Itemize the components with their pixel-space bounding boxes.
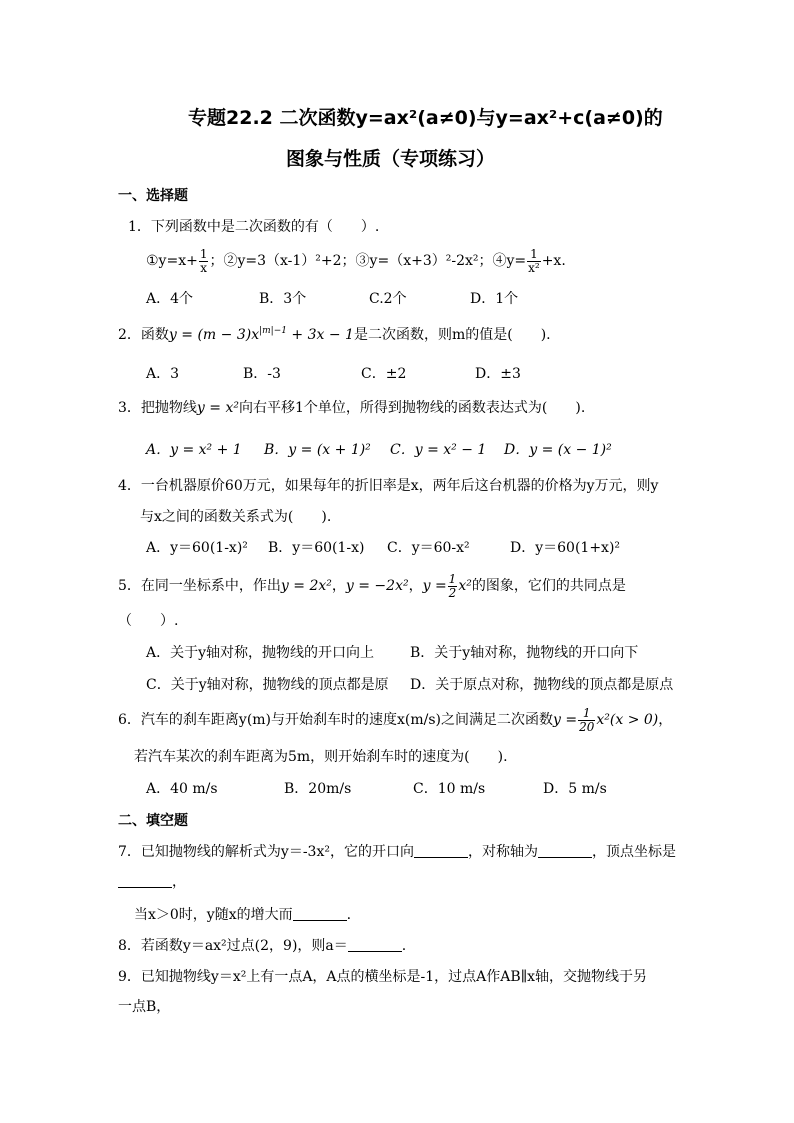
section-heading-choice: 一、选择题 (118, 188, 188, 204)
section-heading-fill: 二、填空题 (118, 813, 188, 829)
question-3-stem: 3．把抛物线y = x²向右平移1个单位，所得到抛物线的函数表达式为( ). (118, 400, 586, 416)
question-5-stem-line2: （ ）. (118, 613, 179, 629)
question-1-options: ①y=x+ $\frac{1}{x}$ ；②y=3（x-1）²+2；③y=（x+3）²-2x²；④y= $\frac{1}{\text{x²}}$ +x. (146, 246, 566, 275)
page-title-line1: 专题22.2 二次函数y=ax²(a≠0)与y=ax²+c(a≠0)的 (188, 107, 663, 129)
question-4-stem-line2: 与x之间的函数关系式为( ). (140, 509, 332, 525)
answer-blank (293, 908, 347, 921)
question-1-choice-b: B．3个 (259, 291, 307, 307)
question-7-stem: 7．已知抛物线的解析式为y＝-3x²，它的开口向 ，对称轴为 ，顶点坐标是 (118, 844, 676, 860)
question-6-choice-c: C．10 m/s (413, 781, 486, 797)
question-4-choice-a: A．y＝60(1-x)² (146, 540, 248, 556)
question-1-choice-d: D．1个 (470, 291, 519, 307)
question-4-choice-c: C．y＝60-x² (387, 540, 470, 556)
question-3-choice-a: A．y = x² + 1 (146, 442, 242, 458)
answer-blank (538, 845, 592, 858)
question-4-choice-b: B．y＝60(1-x) (268, 540, 365, 556)
question-1-choice-c: C.2个 (369, 291, 407, 307)
answer-blank (118, 875, 172, 888)
page-title-line2: 图象与性质（专项练习） (286, 148, 496, 170)
answer-blank (348, 939, 402, 952)
question-5-stem: 5．在同一坐标系中，作出y = 2x²，y = −2x²，y = $\frac{1}{2}$ x²的图象，它们的共同点是 (118, 571, 626, 600)
question-5-choice-b: B．关于y轴对称，抛物线的开口向下 (410, 645, 639, 661)
fraction: $\frac{1}{2}$ (448, 571, 457, 600)
question-2-choice-b: B．-3 (243, 366, 281, 382)
question-6-stem-line2: 若汽车某次的刹车距离为5m，则开始刹车时的速度为( ). (134, 749, 508, 765)
question-3-choice-b: B．y = (x + 1)² (264, 442, 371, 458)
question-8-stem: 8．若函数y＝ax²过点(2，9)，则a＝ . (118, 938, 407, 954)
answer-blank (414, 845, 468, 858)
question-5-choice-d: D．关于原点对称，抛物线的顶点都是原点 (410, 677, 674, 693)
question-2-stem: 2．函数$y = (m - 3)x^{|m|-1} + 3x - 1$是二次函数，则m的值是( ). (118, 326, 551, 343)
question-3-choice-d: D．y = (x − 1)² (504, 442, 612, 458)
question-4-stem-line1: 4．一台机器原价60万元，如果每年的折旧率是x，两年后这台机器的价格为y万元，则y (118, 478, 659, 494)
question-9-stem-line2: 一点B， (118, 999, 171, 1015)
question-1-stem: 1．下列函数中是二次函数的有（ ）. (128, 219, 380, 235)
question-6-choice-d: D．5 m/s (543, 781, 607, 797)
question-2-choice-d: D．±3 (475, 366, 521, 382)
question-2-choice-a: A．3 (146, 366, 180, 382)
question-4-choice-d: D．y＝60(1+x)² (510, 540, 621, 556)
fraction: $\frac{1}{x}$ (199, 246, 208, 275)
fraction: $\frac{1}{\text{x²}}$ (528, 246, 540, 275)
question-6-stem: 6．汽车的刹车距离y(m)与开始刹车时的速度x(m/s)之间满足二次函数y = $\frac{1}{20}$ x²(x > 0)， (118, 705, 673, 734)
question-9-stem-line1: 9．已知抛物线y＝x²上有一点A，A点的横坐标是-1，过点A作AB∥x轴，交抛物线于另 (118, 969, 648, 985)
fraction: $\frac{1}{20}$ (579, 705, 595, 734)
question-7-line3: 当x＞0时，y随x的增大而 . (134, 907, 352, 923)
question-1-choice-a: A．4个 (146, 291, 194, 307)
question-2-choice-c: C．±2 (361, 366, 407, 382)
question-7-line2: ， (118, 873, 186, 891)
question-5-choice-a: A．关于y轴对称，抛物线的开口向上 (146, 645, 375, 661)
question-5-choice-c: C．关于y轴对称，抛物线的顶点都是原 (146, 677, 389, 693)
question-3-choice-c: C．y = x² − 1 (390, 442, 487, 458)
question-6-choice-a: A．40 m/s (146, 781, 218, 797)
question-6-choice-b: B．20m/s (284, 781, 352, 797)
